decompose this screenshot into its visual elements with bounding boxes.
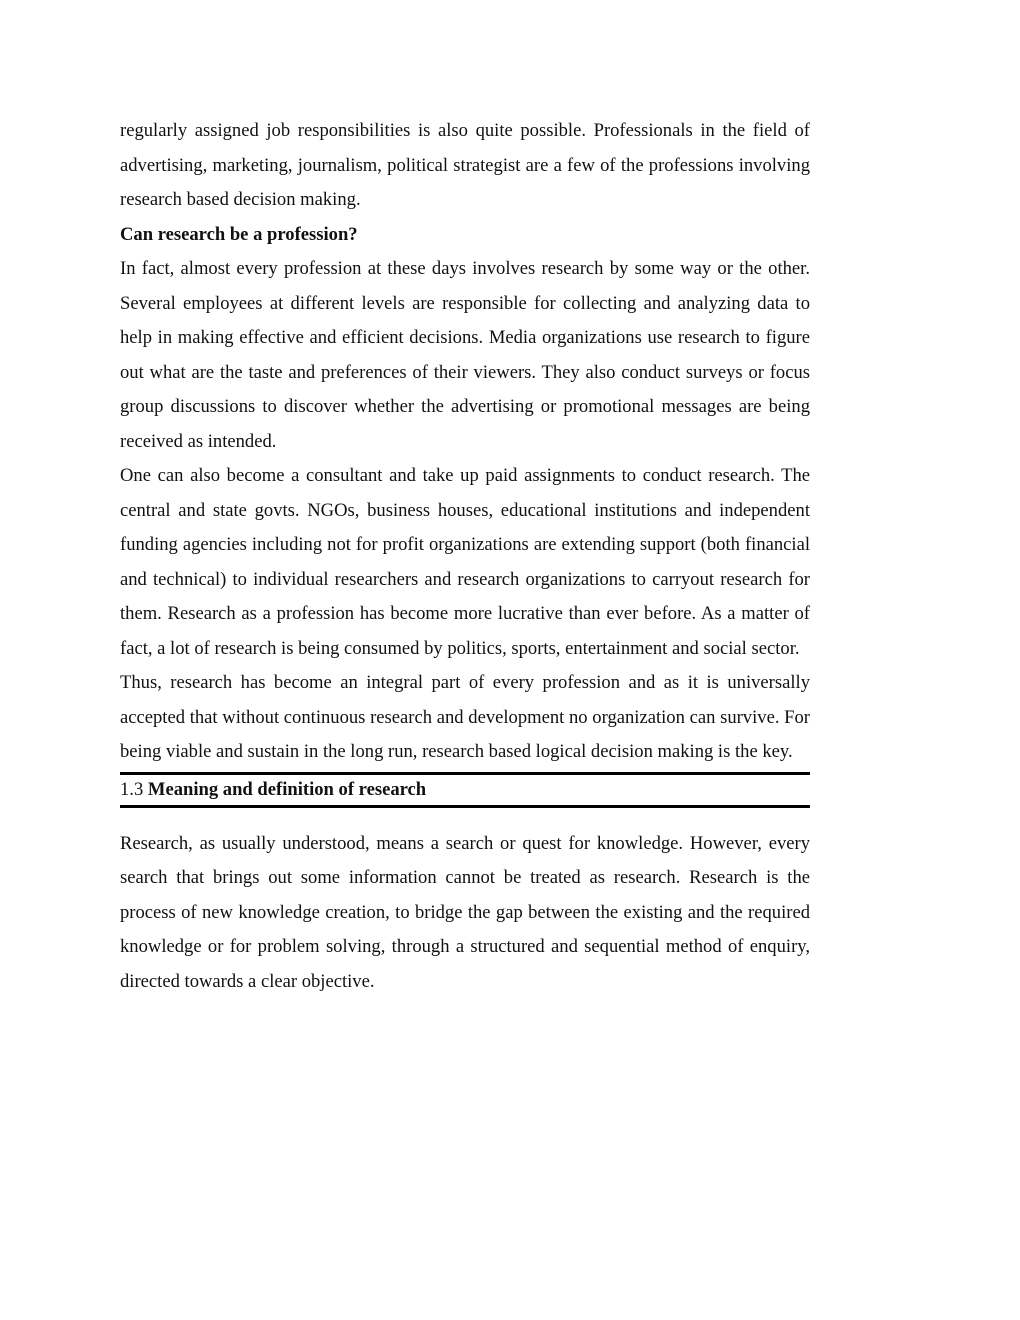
- section-heading: [120, 772, 810, 808]
- document-page: [120, 114, 810, 999]
- section-number: 1.3: [120, 778, 144, 800]
- subheading: Can research be a profession?: [120, 223, 358, 245]
- paragraph-consultant: One can also become a consultant and take up paid assignments to conduct research. The central and state govts. NGOs, business houses, educational institutions and independent funding agencies including not for profit organizations are extending support (both financial and technical) to individual researchers and research organizations to carryout research for them. Research as a profession has become more lucrative than ever before. As a matter of fact, a lot of research is being consumed by politics, sports, entertainment and social sector.: [120, 465, 810, 659]
- paragraph-professions: In fact, almost every profession at these days involves research by some way or the other. Several employees at different levels are responsible for collecting and analyzing data to help in making effective and efficient decisions. Media organizations use research to figure out what are the taste and preferences of their viewers. They also conduct surveys or focus group discussions to discover whether the advertising or promotional messages are being received as intended.: [120, 258, 810, 452]
- section-paragraph: Research, as usually understood, means a search or quest for knowledge. However, every search that brings out some information cannot be treated as research. Research is the process of new knowledge creation, to bridge the gap between the existing and the required knowledge or for problem solving, through a structured and sequential method of enquiry, directed towards a clear objective.: [120, 832, 810, 992]
- intro-paragraph: regularly assigned job responsibilities is also quite possible. Professionals in the field of advertising, marketing, journalism, political strategist are a few of the professions involving research based decision making.: [120, 120, 810, 210]
- section-title: Meaning and definition of research: [147, 778, 427, 800]
- spacer: [120, 808, 810, 827]
- paragraph-conclusion: Thus, research has become an integral part of every profession and as it is universally accepted that without continuous research and development no organization can survive. For being viable and sustain in the long run, research based logical decision making is the key.: [120, 672, 810, 762]
